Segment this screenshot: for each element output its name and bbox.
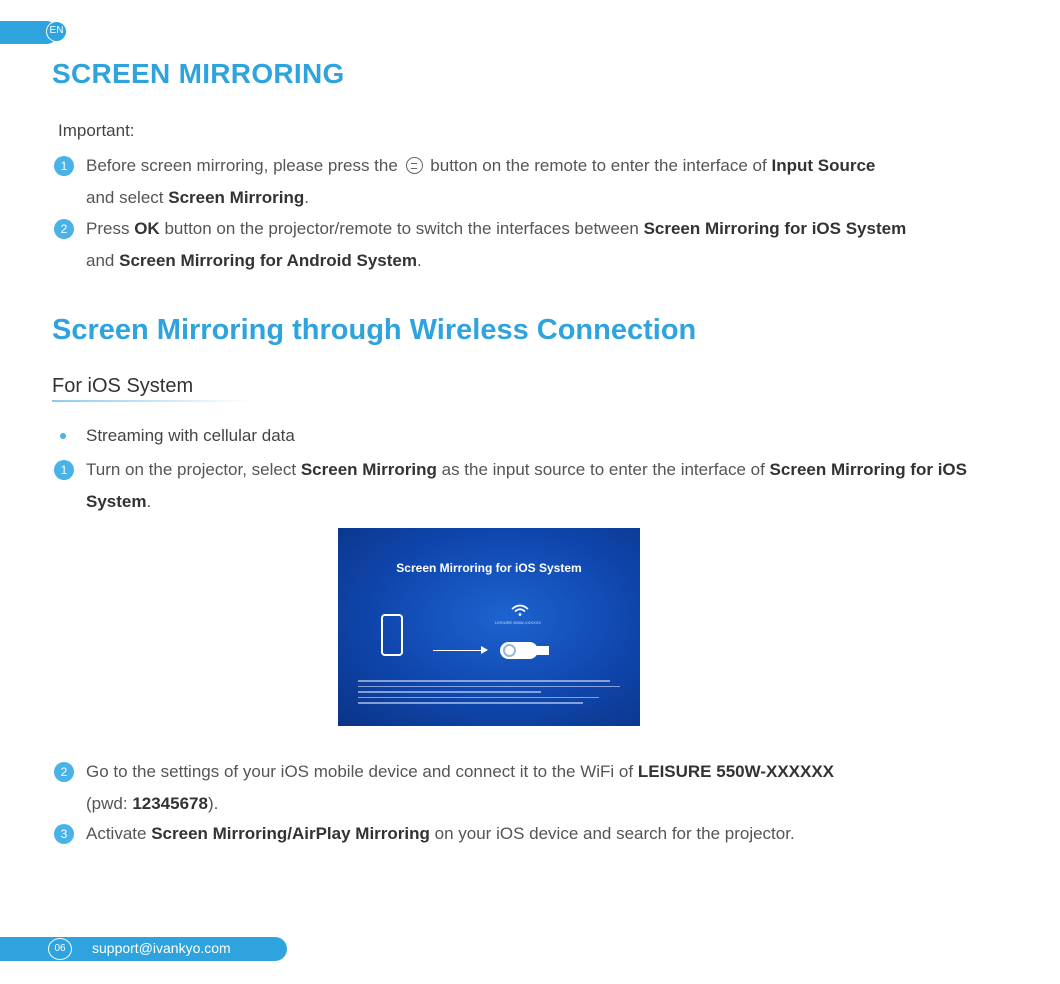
page-number: 06 [48, 938, 72, 960]
step-2 [54, 756, 1004, 820]
page-title: SCREEN MIRRORING [52, 58, 345, 89]
wifi-name-term: LEISURE 550W-XXXXXX [637, 762, 835, 781]
section-title: Screen Mirroring through Wireless Connection [52, 314, 697, 346]
arrow-icon [433, 650, 485, 651]
text-part: button on the projector/remote to switch the interfaces between [164, 219, 639, 238]
text-part: and [86, 251, 115, 270]
subsection-underline [52, 400, 252, 402]
screen-mirroring-term: Screen Mirroring [300, 460, 437, 479]
step-number-badge: 3 [54, 824, 74, 844]
step-text [86, 454, 1004, 518]
ios-mode-term: Screen Mirroring for iOS System [643, 219, 907, 238]
android-mode-term: Screen Mirroring for Android System [119, 251, 417, 270]
ssid-label: LEISURE 550W-XXXXXX [495, 620, 541, 625]
text-part: ). [207, 794, 219, 813]
step-text [86, 756, 1004, 820]
text-part: as the input source to enter the interface of [441, 460, 765, 479]
important-item-2 [54, 213, 1004, 277]
language-badge: EN [46, 21, 67, 42]
ok-term: OK [134, 219, 160, 238]
important-item-text [86, 213, 1004, 277]
input-source-term: Input Source [771, 156, 876, 175]
wifi-icon [510, 604, 530, 616]
support-email: support@ivankyo.com [92, 940, 231, 956]
text-part: and select [86, 188, 164, 207]
projector-screen-image [338, 528, 640, 726]
screen-mirroring-term: Screen Mirroring [168, 188, 305, 207]
bullet-icon [60, 433, 66, 439]
important-item-text [86, 150, 1004, 214]
text-part: . [416, 251, 422, 270]
phone-icon [381, 614, 403, 656]
screen-title: Screen Mirroring for iOS System [396, 561, 582, 575]
text-part: . [146, 492, 152, 511]
text-part: Before screen mirroring, please press the [86, 156, 398, 175]
text-part: (pwd: [86, 794, 128, 813]
instruction-lines [358, 680, 620, 708]
text-part: Go to the settings of your iOS mobile device and connect it to the WiFi of [86, 762, 634, 781]
ios-mode-term: Screen Mirroring for iOS System [86, 460, 967, 511]
step-number-badge: 2 [54, 219, 74, 239]
step-number-badge: 2 [54, 762, 74, 782]
dongle-ring-icon [503, 644, 516, 657]
arrow-head-icon [481, 646, 488, 654]
input-source-icon [406, 157, 423, 174]
text-part: . [304, 188, 310, 207]
wifi-password: 12345678 [132, 794, 208, 813]
step-text [86, 818, 1004, 850]
step-number-badge: 1 [54, 156, 74, 176]
step-number-badge: 1 [54, 460, 74, 480]
text-part: Turn on the projector, select [86, 460, 297, 479]
text-part: on your iOS device and search for the projector. [434, 824, 795, 843]
important-item-1 [54, 150, 1004, 214]
subsection-title: For iOS System [52, 375, 194, 397]
bullet-text: Streaming with cellular data [86, 426, 295, 445]
text-part: button on the remote to enter the interface of [430, 156, 767, 175]
text-part: Activate [86, 824, 147, 843]
text-part: Press [86, 219, 130, 238]
step-1 [54, 454, 1004, 518]
dongle-plug-icon [537, 646, 549, 655]
step-3 [54, 818, 1004, 850]
important-label: Important: [58, 121, 135, 140]
airplay-term: Screen Mirroring/AirPlay Mirroring [151, 824, 430, 843]
bullet-item [54, 420, 1004, 452]
